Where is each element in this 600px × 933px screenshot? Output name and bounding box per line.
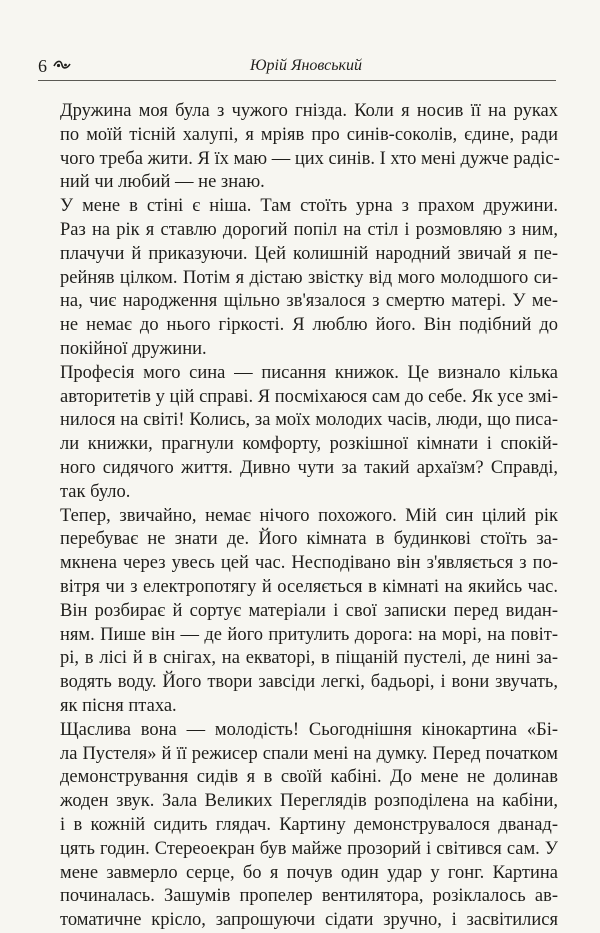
- text-line: Раз на рік я ставлю дорогий попіл на стіл і розмовляю з ним,: [60, 219, 558, 240]
- text-line: ного сидячого життя. Дивно чути за такий архаїзм? Справді,: [60, 457, 558, 478]
- text-line: водять воду. Його твори завсіди легкі, бадьорі, і вони звучать,: [60, 672, 558, 693]
- text-line: не немає до нього гіркості. Я люблю його. Він подібний до: [60, 315, 558, 336]
- text-line: по моїй тісній халупі, я мріяв про синів-соколів, єдине, ради: [60, 124, 558, 145]
- text-line: рейняв цілком. Потім я дістаю звістку від мого молодшого си-: [60, 267, 558, 288]
- body-text: [60, 100, 558, 933]
- text-line: ла Пустеля» й її режисер спали мені на думку. Перед початком: [60, 743, 558, 764]
- text-line: покійної дружини.: [60, 338, 207, 359]
- text-line: томатичне крісло, запрошуючи сідати зручно, і засвітилися: [60, 910, 558, 931]
- text-line: Професія мого сина — писання книжок. Це визнало кілька: [60, 362, 558, 383]
- text-line: демонстрування сидів я в своїй кабіні. До мене не долинав: [60, 767, 558, 788]
- page-header: [38, 50, 556, 80]
- text-line: ний чи любий — не знаю.: [60, 172, 265, 193]
- text-line: чого треба жити. Я їх маю — цих синів. І хто мені дужче радіс-: [60, 148, 560, 169]
- text-line: починалась. Зашумів пропелер вентилятора, розіклалось ав-: [60, 886, 558, 907]
- text-line: Тепер, звичайно, немає нічого похожого. Мій син цілий рік: [60, 505, 558, 526]
- text-line: жоден звук. Зала Великих Переглядів розподілена на кабіни,: [60, 791, 558, 812]
- text-line: і в кожній сидить глядач. Картину демонструвалося дванад-: [60, 814, 558, 835]
- text-line: Він розбирає й сортує матеріали і свої записки перед видан-: [60, 600, 558, 621]
- text-line: рі, в лісі й в снігах, на екваторі, в піщаній пустелі, де нині за-: [60, 648, 558, 669]
- page-number: 6: [38, 56, 47, 76]
- text-line: цять годин. Стереоекран був майже прозорий і світився сам. У: [60, 838, 558, 859]
- text-line: перебуває не знати де. Його кімната в будинкові стоїть за-: [60, 529, 558, 550]
- text-line: вітря чи з електропотягу й оселяється в кімнаті на якийсь час.: [60, 576, 558, 597]
- text-line: Щаслива вона — молодість! Сьогоднішня кінокартина «Бі-: [60, 719, 558, 740]
- text-line: У мене в стіні є ніша. Там стоїть урна з прахом дружини.: [60, 196, 558, 217]
- text-line: плачучи й приказуючи. Цей колишній народний звичай я пе-: [60, 243, 558, 264]
- text-line: нилося на світі! Колись, за моїх молодих часів, люди, що писа-: [60, 410, 558, 431]
- text-line: авторитетів у цій справі. Я посміхаюся сам до себе. Як усе змі-: [60, 386, 558, 407]
- header-rule: [38, 80, 556, 81]
- text-line: мкнена через увесь цей час. Несподівано він з'являється з по-: [60, 553, 558, 574]
- text-line: мене завмерло серце, бо я почув один удар у гонг. Картина: [60, 862, 558, 883]
- text-line: ням. Пише він — де його притулить дорога: на морі, на повіт-: [60, 624, 558, 645]
- text-line: ли книжки, прагнули комфорту, розкішної кімнати і спокій-: [60, 434, 558, 455]
- text-line: на, чиє народження щільно зв'язалося з смертю матері. У ме-: [60, 291, 558, 312]
- running-head: Юрій Яновський: [249, 57, 362, 74]
- text-line: так було.: [60, 481, 131, 502]
- text-line: Дружина моя була з чужого гнізда. Коли я носив її на руках: [60, 101, 558, 121]
- text-line: як пісня птаха.: [60, 695, 177, 716]
